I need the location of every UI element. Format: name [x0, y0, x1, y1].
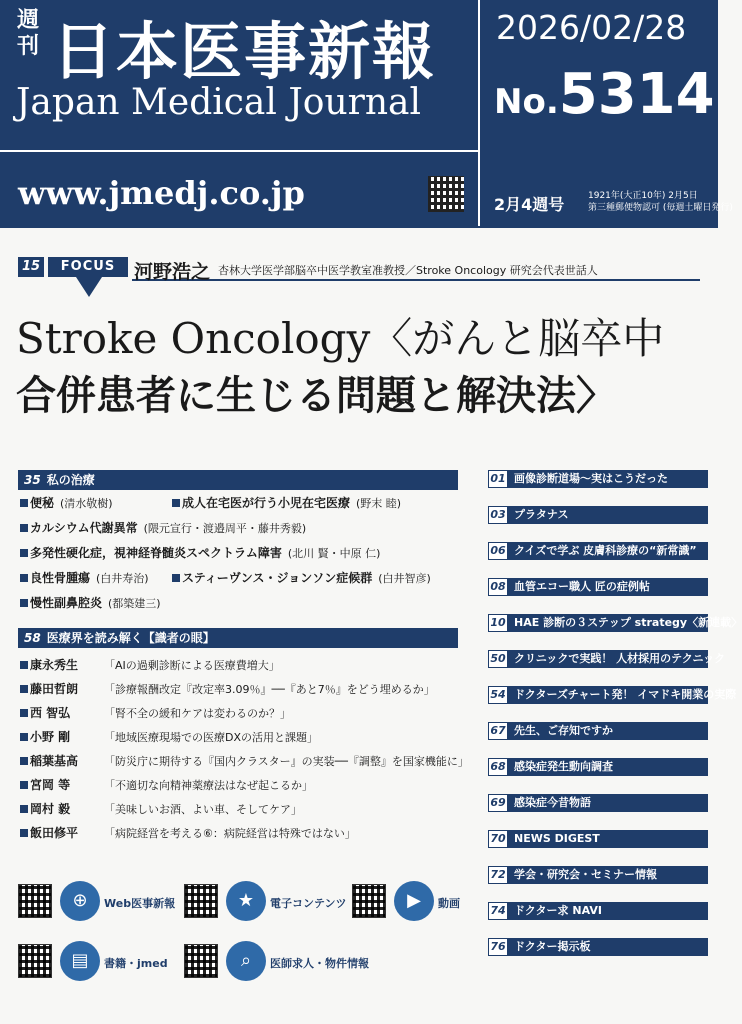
issue-no-label: No.	[494, 82, 559, 122]
contents-item[interactable]	[488, 578, 708, 596]
stars-icon[interactable]: ★	[226, 881, 266, 921]
journal-title-jp: 日本医事新報	[52, 15, 437, 88]
section-header-reading	[18, 628, 458, 648]
focus-headline[interactable]: Stroke Oncology〈がんと脳卒中	[16, 314, 665, 363]
contents-page: 06	[488, 542, 508, 560]
qr-code-icon[interactable]	[428, 176, 464, 212]
bullet-icon	[20, 574, 28, 582]
qr-code-icon[interactable]	[18, 884, 52, 918]
name-text: 藤田哲朗	[30, 682, 79, 696]
contents-title: ドクター掲示板	[514, 940, 591, 953]
name-text: 西 智弘	[30, 706, 71, 720]
website-url[interactable]: www.jmedj.co.jp	[18, 174, 305, 212]
focus-arrow-icon	[76, 277, 102, 297]
commentator-name	[20, 776, 70, 793]
focus-tag: FOCUS	[48, 257, 128, 277]
item-authors: (隈元宣行・渡邉周平・藤井秀毅)	[143, 522, 307, 535]
name-text: 稲葉基高	[30, 754, 79, 768]
search-icon[interactable]: ⌕	[226, 941, 266, 981]
contents-page: 01	[488, 470, 508, 488]
footer-link[interactable]: 電子コンテンツ	[270, 897, 347, 910]
contents-page: 76	[488, 938, 508, 956]
bullet-icon	[20, 661, 28, 669]
item-topic: 多発性硬化症，視神経脊髄炎スペクトラム障害	[30, 546, 282, 560]
bullet-icon	[20, 599, 28, 607]
bullet-icon	[20, 499, 28, 507]
book-icon[interactable]: ▤	[60, 941, 100, 981]
contents-page: 67	[488, 722, 508, 740]
contents-item[interactable]	[488, 902, 708, 920]
contents-title: 感染症今昔物語	[514, 796, 591, 809]
contents-item[interactable]	[488, 866, 708, 884]
contents-item[interactable]	[488, 614, 742, 632]
item-authors: (野末 睦)	[356, 497, 402, 510]
commentator-name	[20, 704, 70, 721]
contents-title: クイズで学ぶ 皮膚科診療の“新常識”	[514, 544, 697, 557]
qr-code-icon[interactable]	[18, 944, 52, 978]
commentary-title[interactable]: 「診療報酬改定『改定率3.09％』──『あと7％』をどう埋めるか」	[104, 683, 435, 696]
contents-title: ドクターズチャート発！ イマドキ開業の実際	[514, 688, 737, 701]
name-text: 宮岡 等	[30, 778, 71, 792]
masthead-divider	[478, 0, 480, 226]
bullet-icon	[20, 733, 28, 741]
bullet-icon	[20, 549, 28, 557]
footer-link[interactable]: 書籍・jmed	[104, 957, 168, 970]
weekly-label: 週刊	[16, 8, 39, 59]
contents-item[interactable]	[488, 758, 708, 776]
list-item[interactable]	[20, 494, 113, 511]
issue-number	[494, 62, 715, 127]
commentary-title[interactable]: 「不適切な向精神薬療法はなぜ起こるか」	[104, 779, 313, 792]
item-authors: (北川 賢・中原 仁)	[287, 547, 381, 560]
contents-page: 68	[488, 758, 508, 776]
contents-item[interactable]	[488, 722, 708, 740]
commentary-title[interactable]: 「防災庁に期待する『国内クラスター』の実装──『調整』を国家機能に」	[104, 755, 469, 768]
commentator-name	[20, 824, 78, 841]
list-item[interactable]	[20, 544, 380, 561]
commentary-title[interactable]: 「AIの過剰診断による医療費増大」	[104, 659, 280, 672]
contents-title: 血管エコー職人 匠の症例帖	[514, 580, 650, 593]
registration-note	[588, 190, 733, 214]
item-authors: (白井寿治)	[96, 572, 149, 585]
contents-item[interactable]	[488, 542, 708, 560]
commentator-name	[20, 728, 70, 745]
section-title: 医療界を読み解く【識者の眼】	[46, 631, 215, 645]
footer-link[interactable]: 医師求人・物件情報	[270, 957, 369, 970]
list-item[interactable]	[172, 569, 431, 586]
qr-code-icon[interactable]	[184, 944, 218, 978]
contents-title: プラタナス	[514, 508, 569, 521]
qr-code-icon[interactable]	[184, 884, 218, 918]
commentator-name	[20, 752, 78, 769]
bullet-icon	[20, 709, 28, 717]
contents-item[interactable]	[488, 686, 737, 704]
name-text: 康永秀生	[30, 658, 79, 672]
item-topic: 成人在宅医が行う小児在宅医療	[182, 496, 351, 510]
contents-page: 74	[488, 902, 508, 920]
contents-title: クリニックで実践！ 人材採用のテクニック	[514, 652, 726, 665]
list-item[interactable]	[172, 494, 401, 511]
list-item[interactable]	[20, 569, 149, 586]
commentary-title[interactable]: 「美味しいお酒、よい車、そしてケア」	[104, 803, 302, 816]
footer-link[interactable]: Web医事新報	[104, 897, 176, 910]
contents-item[interactable]	[488, 506, 708, 524]
footer-link[interactable]: 動画	[438, 897, 460, 910]
commentary-title[interactable]: 「地域医療現場での医療DXの活用と課題」	[104, 731, 319, 744]
issue-date: 2026/02/28	[496, 8, 687, 47]
contents-item[interactable]	[488, 794, 708, 812]
issue-week: 2月4週号	[494, 195, 565, 214]
contents-item[interactable]	[488, 830, 708, 848]
bullet-icon	[20, 829, 28, 837]
contents-page: 70	[488, 830, 508, 848]
item-authors: (清水敬樹)	[60, 497, 113, 510]
name-text: 岡村 毅	[30, 802, 71, 816]
commentator-name	[20, 800, 70, 817]
bullet-icon	[20, 524, 28, 532]
contents-item[interactable]	[488, 938, 708, 956]
contents-title: ドクター求 NAVI	[514, 904, 602, 917]
item-topic: 慢性副鼻腔炎	[30, 596, 103, 610]
bullet-icon	[20, 805, 28, 813]
contents-page: 54	[488, 686, 508, 704]
contents-title: 学会・研究会・セミナー情報	[514, 868, 657, 881]
focus-page-number: 15	[18, 257, 44, 277]
bullet-icon	[172, 499, 180, 507]
registration-line: 第三種郵便物認可 (毎週土曜日発行)	[588, 203, 733, 213]
contents-title: 画像診断道場～実はこうだった	[514, 472, 668, 485]
contents-page: 69	[488, 794, 508, 812]
item-topic: 便秘	[30, 496, 55, 510]
focus-headline[interactable]: 合併患者に生じる問題と解決法〉	[16, 373, 616, 419]
video-icon[interactable]: ▶	[394, 881, 434, 921]
journal-title-en: Japan Medical Journal	[16, 82, 421, 123]
bullet-icon	[20, 685, 28, 693]
section-page: 35	[24, 473, 41, 487]
focus-affiliation: 杏林大学医学部脳卒中医学教室准教授／Stroke Oncology 研究会代表世話人	[218, 264, 598, 277]
bullet-icon	[20, 781, 28, 789]
commentator-name	[20, 680, 78, 697]
bullet-icon	[172, 574, 180, 582]
contents-page: 08	[488, 578, 508, 596]
item-authors: (都築建三)	[108, 597, 161, 610]
commentary-title[interactable]: 「腎不全の緩和ケアは変わるのか？」	[104, 707, 291, 720]
name-text: 飯田修平	[30, 826, 79, 840]
contents-page: 10	[488, 614, 508, 632]
focus-rule	[132, 279, 700, 281]
commentator-name	[20, 656, 78, 673]
web-icon[interactable]: ⊕	[60, 881, 100, 921]
registration-line: 1921年(大正10年) 2月5日	[588, 191, 698, 201]
contents-title: 感染症発生動向調査	[514, 760, 613, 773]
contents-page: 03	[488, 506, 508, 524]
item-authors: (白井智彦)	[378, 572, 431, 585]
section-header-treatment	[18, 470, 458, 490]
name-text: 小野 剛	[30, 730, 71, 744]
item-topic: カルシウム代謝異常	[30, 521, 138, 535]
focus-author: 河野浩之	[134, 261, 211, 283]
contents-page: 72	[488, 866, 508, 884]
list-item[interactable]	[20, 594, 161, 611]
contents-page: 50	[488, 650, 508, 668]
commentary-title[interactable]: 「病院経営を考える⑥：病院経営は特殊ではない」	[104, 827, 356, 840]
section-page: 58	[24, 631, 41, 645]
bullet-icon	[20, 757, 28, 765]
contents-title: HAE 診断の３ステップ strategy〈新連載〉	[514, 616, 742, 629]
list-item[interactable]	[20, 519, 306, 536]
section-title: 私の治療	[46, 473, 95, 487]
issue-number-value: 5314	[558, 62, 715, 127]
qr-code-icon[interactable]	[352, 884, 386, 918]
contents-item[interactable]	[488, 650, 726, 668]
contents-title: 先生、ご存知ですか	[514, 724, 613, 737]
contents-title: NEWS DIGEST	[514, 832, 600, 845]
item-topic: スティーヴンス・ジョンソン症候群	[182, 571, 373, 585]
masthead-divider	[0, 150, 478, 152]
contents-item[interactable]	[488, 470, 708, 488]
item-topic: 良性骨腫瘍	[30, 571, 91, 585]
